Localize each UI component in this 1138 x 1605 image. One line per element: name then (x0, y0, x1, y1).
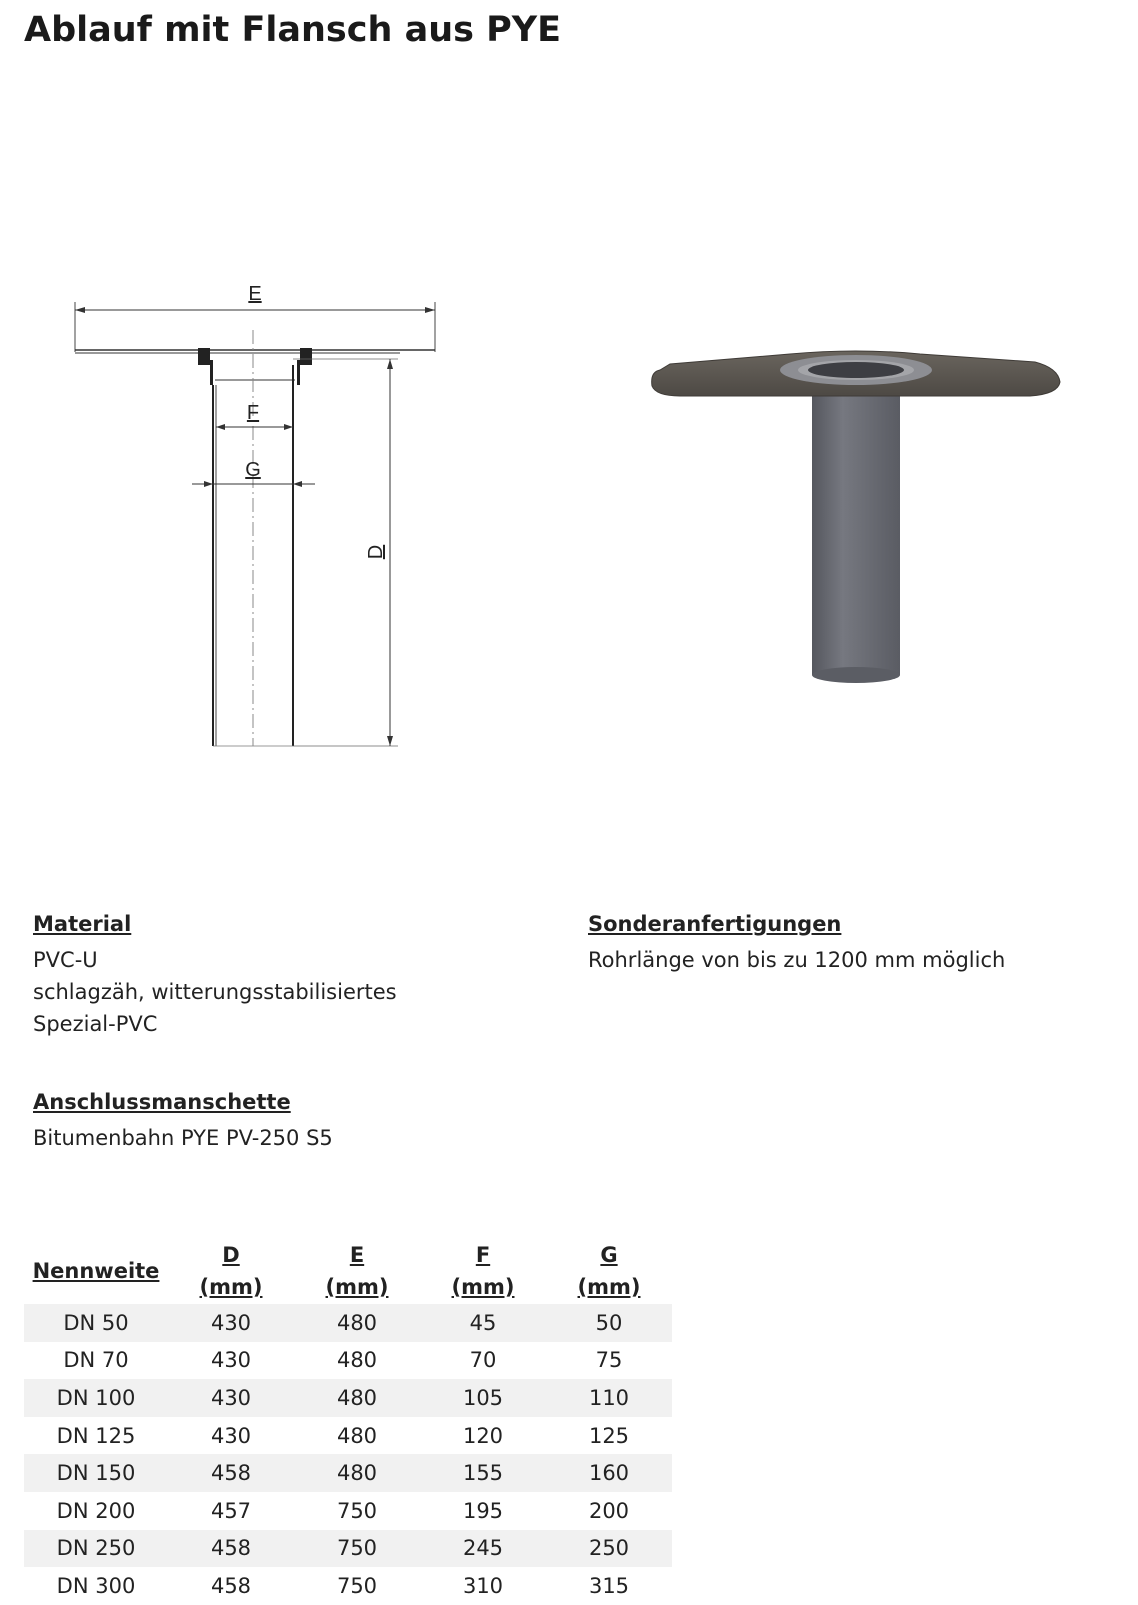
connection-collar-line: Bitumenbahn PYE PV-250 S5 (33, 1126, 333, 1150)
header-d: D (mm) (199, 1243, 263, 1299)
material-line: Spezial-PVC (33, 1012, 158, 1036)
cell-d: 430 (210, 1348, 252, 1373)
page-title: Ablauf mit Flansch aus PYE (24, 10, 562, 50)
cell-f: 245 (420, 1530, 546, 1568)
cell-e: 480 (336, 1348, 378, 1373)
cell-g: 250 (546, 1530, 672, 1568)
dim-g-arrow-left (204, 481, 213, 487)
technical-drawing (60, 270, 460, 770)
cell-e: 480 (294, 1304, 420, 1342)
cell-nennweite: DN 100 (24, 1379, 168, 1417)
dim-e-arrow-right (425, 307, 435, 313)
table-row (24, 1417, 672, 1455)
collar-left (198, 348, 213, 385)
dim-f-label: F (246, 402, 260, 424)
cell-d: 458 (168, 1530, 294, 1568)
header-e: E (mm) (325, 1243, 389, 1299)
cell-f: 195 (462, 1498, 504, 1523)
connection-collar-heading: Anschlussmanschette (33, 1090, 291, 1114)
cell-f: 45 (420, 1304, 546, 1342)
cell-d: 458 (210, 1573, 252, 1598)
dim-d-arrow-bottom (387, 736, 393, 746)
cell-g: 200 (588, 1498, 630, 1523)
cell-nennweite: DN 200 (56, 1498, 136, 1523)
table-row (24, 1454, 672, 1492)
dim-f-arrow-right (284, 424, 293, 430)
custom-manufacturing-heading: Sonderanfertigungen (588, 912, 842, 936)
cell-g: 110 (546, 1379, 672, 1417)
dim-d-label: D (365, 544, 387, 560)
cell-g: 75 (595, 1348, 623, 1373)
cell-e: 480 (294, 1454, 420, 1492)
dim-e-arrow-left (75, 307, 85, 313)
cell-g: 50 (546, 1304, 672, 1342)
cell-f: 310 (462, 1573, 504, 1598)
header-g: G (mm) (577, 1243, 641, 1299)
cell-f: 105 (420, 1379, 546, 1417)
connection-collar-section (33, 1088, 333, 1154)
table-header-row (24, 1238, 672, 1304)
cell-g: 315 (588, 1573, 630, 1598)
cell-nennweite: DN 125 (56, 1423, 136, 1448)
material-line: schlagzäh, witterungsstabilisiertes (33, 980, 397, 1004)
cell-d: 457 (210, 1498, 252, 1523)
pipe-opening (808, 362, 904, 378)
cell-nennweite: DN 70 (63, 1348, 129, 1373)
table-row (24, 1567, 672, 1605)
cell-d: 430 (168, 1304, 294, 1342)
table-row (24, 1492, 672, 1530)
cell-e: 750 (294, 1530, 420, 1568)
custom-manufacturing-line: Rohrlänge von bis zu 1200 mm möglich (588, 948, 1006, 972)
dim-d-arrow-top (387, 359, 393, 369)
cell-d: 430 (210, 1423, 252, 1448)
dimension-table (24, 1238, 672, 1605)
cell-e: 750 (336, 1573, 378, 1598)
header-nennweite: Nennweite (32, 1259, 160, 1283)
product-photo (640, 350, 1070, 700)
cell-g: 160 (546, 1454, 672, 1492)
material-section (33, 910, 397, 1040)
pipe-body (812, 390, 900, 682)
header-f: F (mm) (451, 1243, 515, 1299)
table-row (24, 1304, 672, 1342)
pipe-bottom-end (812, 667, 900, 683)
cell-d: 430 (168, 1379, 294, 1417)
material-line: PVC-U (33, 948, 98, 972)
cell-e: 750 (336, 1498, 378, 1523)
cell-f: 70 (469, 1348, 497, 1373)
table-row (24, 1530, 672, 1568)
dim-g-label: G (245, 459, 261, 481)
collar-right (297, 348, 312, 385)
dim-f-arrow-left (216, 424, 225, 430)
cell-nennweite: DN 150 (24, 1454, 168, 1492)
cell-e: 480 (336, 1423, 378, 1448)
cell-nennweite: DN 50 (24, 1304, 168, 1342)
cell-nennweite: DN 250 (24, 1530, 168, 1568)
table-row (24, 1342, 672, 1380)
cell-d: 458 (168, 1454, 294, 1492)
table-row (24, 1379, 672, 1417)
cell-g: 125 (588, 1423, 630, 1448)
dim-g-arrow-right (293, 481, 302, 487)
material-heading: Material (33, 912, 132, 936)
cell-f: 155 (420, 1454, 546, 1492)
custom-manufacturing-section (588, 910, 1005, 976)
cell-e: 480 (294, 1379, 420, 1417)
cell-nennweite: DN 300 (56, 1573, 136, 1598)
cell-f: 120 (462, 1423, 504, 1448)
dim-e-label: E (248, 283, 262, 305)
